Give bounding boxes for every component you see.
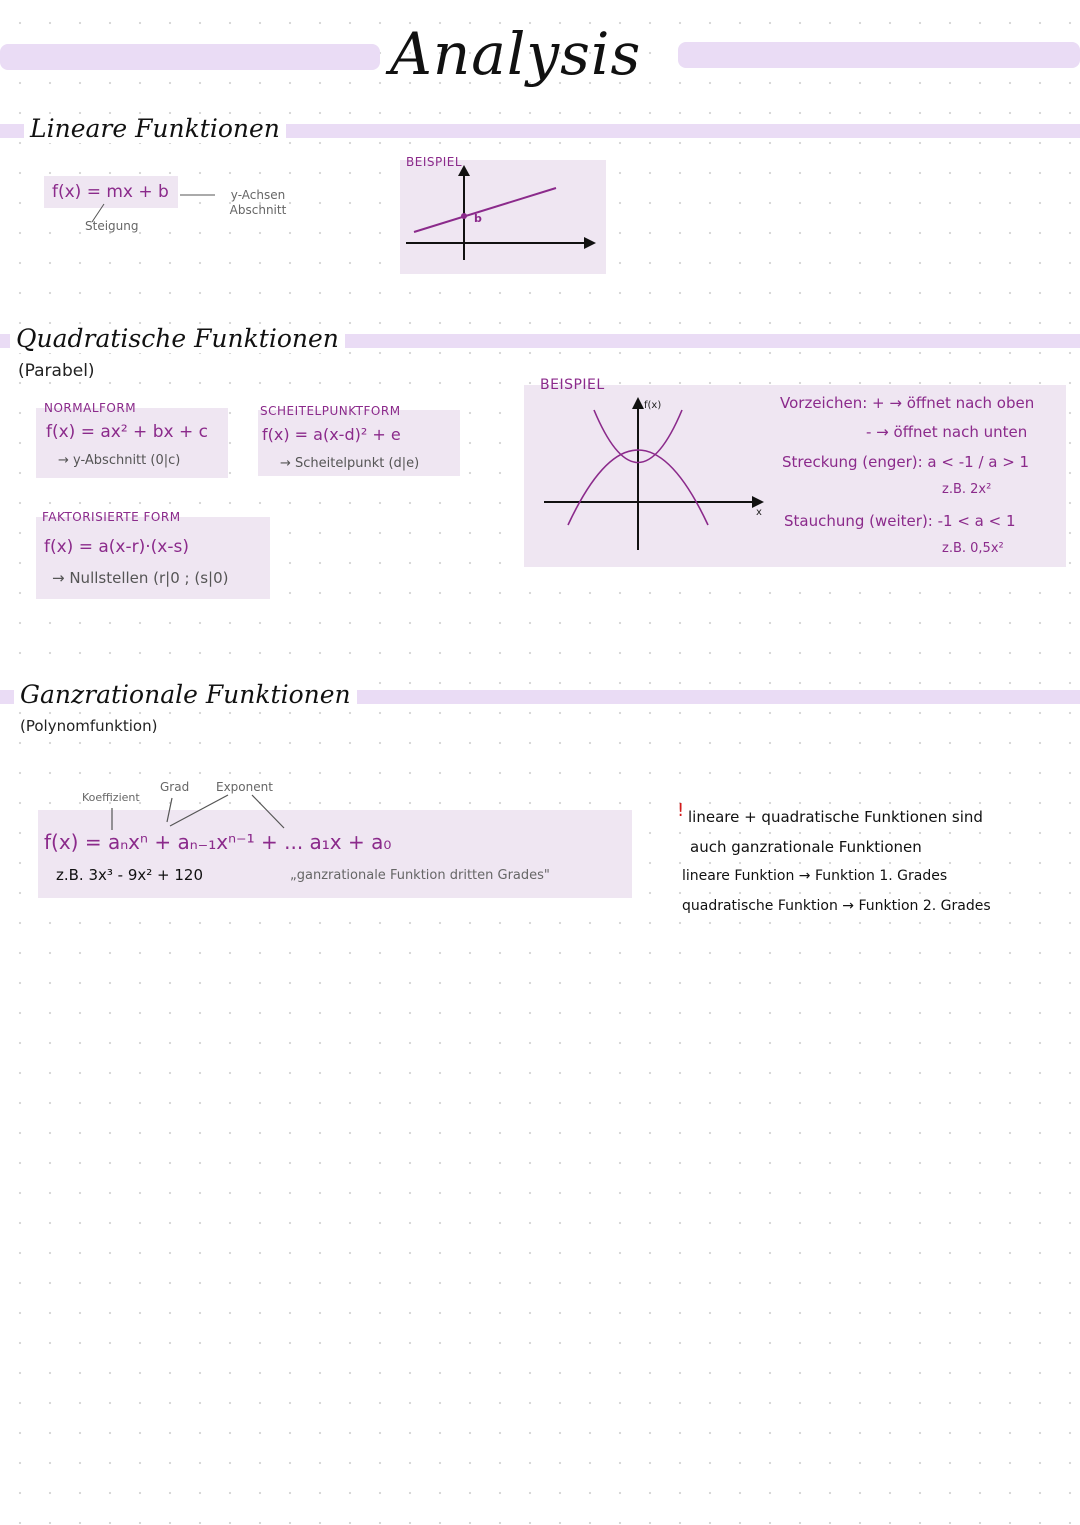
degree-label: Grad — [160, 780, 190, 794]
polynomial-note-1: lineare + quadratische Funktionen sind — [688, 808, 983, 826]
exponent-label: Exponent — [216, 780, 273, 794]
vertex-form-label: SCHEITELPUNKTFORM — [260, 404, 401, 418]
linear-example-graph — [400, 160, 606, 274]
graph-point-label: b — [474, 212, 482, 225]
x-axis-label: x — [756, 507, 762, 518]
normal-form-formula: f(x) = ax² + bx + c — [46, 422, 208, 442]
linear-example-label: BEISPIEL — [406, 155, 463, 169]
title-bar-right — [678, 42, 1080, 68]
rule-sign-positive: Vorzeichen: + → öffnet nach oben — [780, 394, 1035, 412]
polynomial-note-3: lineare Funktion → Funktion 1. Grades — [682, 868, 948, 884]
y-axis-arrow-icon — [632, 397, 644, 409]
slope-label: Steigung — [85, 219, 139, 233]
intercept-label: y-Achsen Abschnitt — [229, 188, 287, 217]
warning-mark: ! — [677, 800, 685, 821]
factored-form-formula: f(x) = a(x-r)·(x-s) — [44, 537, 189, 557]
polynomial-example-note: „ganzrationale Funktion dritten Grades" — [290, 868, 550, 883]
page-title: Analysis — [390, 20, 642, 88]
factored-form-note: → Nullstellen (r|0 ; (s|0) — [52, 569, 229, 587]
heading-linear: Lineare Funktionen — [24, 114, 286, 143]
factored-form-label: FAKTORISIERTE FORM — [42, 510, 181, 524]
normal-form-note: → y-Abschnitt (0|c) — [58, 453, 181, 468]
quadratic-example-label: BEISPIEL — [540, 377, 605, 393]
polynomial-example: z.B. 3x³ - 9x² + 120 — [56, 866, 204, 884]
vertex-form-formula: f(x) = a(x-d)² + e — [262, 425, 401, 444]
rule-sign-negative: - → öffnet nach unten — [866, 423, 1028, 441]
linear-formula: f(x) = mx + b — [52, 182, 169, 202]
rule-stretch-example: z.B. 2x² — [942, 482, 992, 497]
rule-compress-example: z.B. 0,5x² — [942, 541, 1004, 556]
heading-polynomial: Ganzrationale Funktionen — [14, 680, 357, 709]
subheading-quadratic: (Parabel) — [18, 361, 95, 381]
heading-quadratic: Quadratische Funktionen — [10, 324, 345, 353]
normal-form-label: NORMALFORM — [44, 401, 137, 415]
y-axis-arrow-icon — [458, 165, 470, 176]
x-axis-arrow-icon — [584, 237, 596, 249]
quadratic-example-graph — [524, 385, 774, 567]
polynomial-note-4: quadratische Funktion → Funktion 2. Grades — [682, 898, 991, 914]
polynomial-formula: f(x) = aₙxⁿ + aₙ₋₁xⁿ⁻¹ + ... a₁x + a₀ — [44, 830, 392, 854]
coefficient-label: Koeffizient — [82, 791, 140, 804]
rule-stretch: Streckung (enger): a < -1 / a > 1 — [782, 453, 1030, 471]
vertex-form-note: → Scheitelpunkt (d|e) — [280, 456, 420, 471]
y-axis-label: f(x) — [644, 400, 662, 411]
subheading-polynomial: (Polynomfunktion) — [20, 717, 158, 735]
rule-compress: Stauchung (weiter): -1 < a < 1 — [784, 512, 1016, 530]
polynomial-note-2: auch ganzrationale Funktionen — [690, 838, 922, 856]
